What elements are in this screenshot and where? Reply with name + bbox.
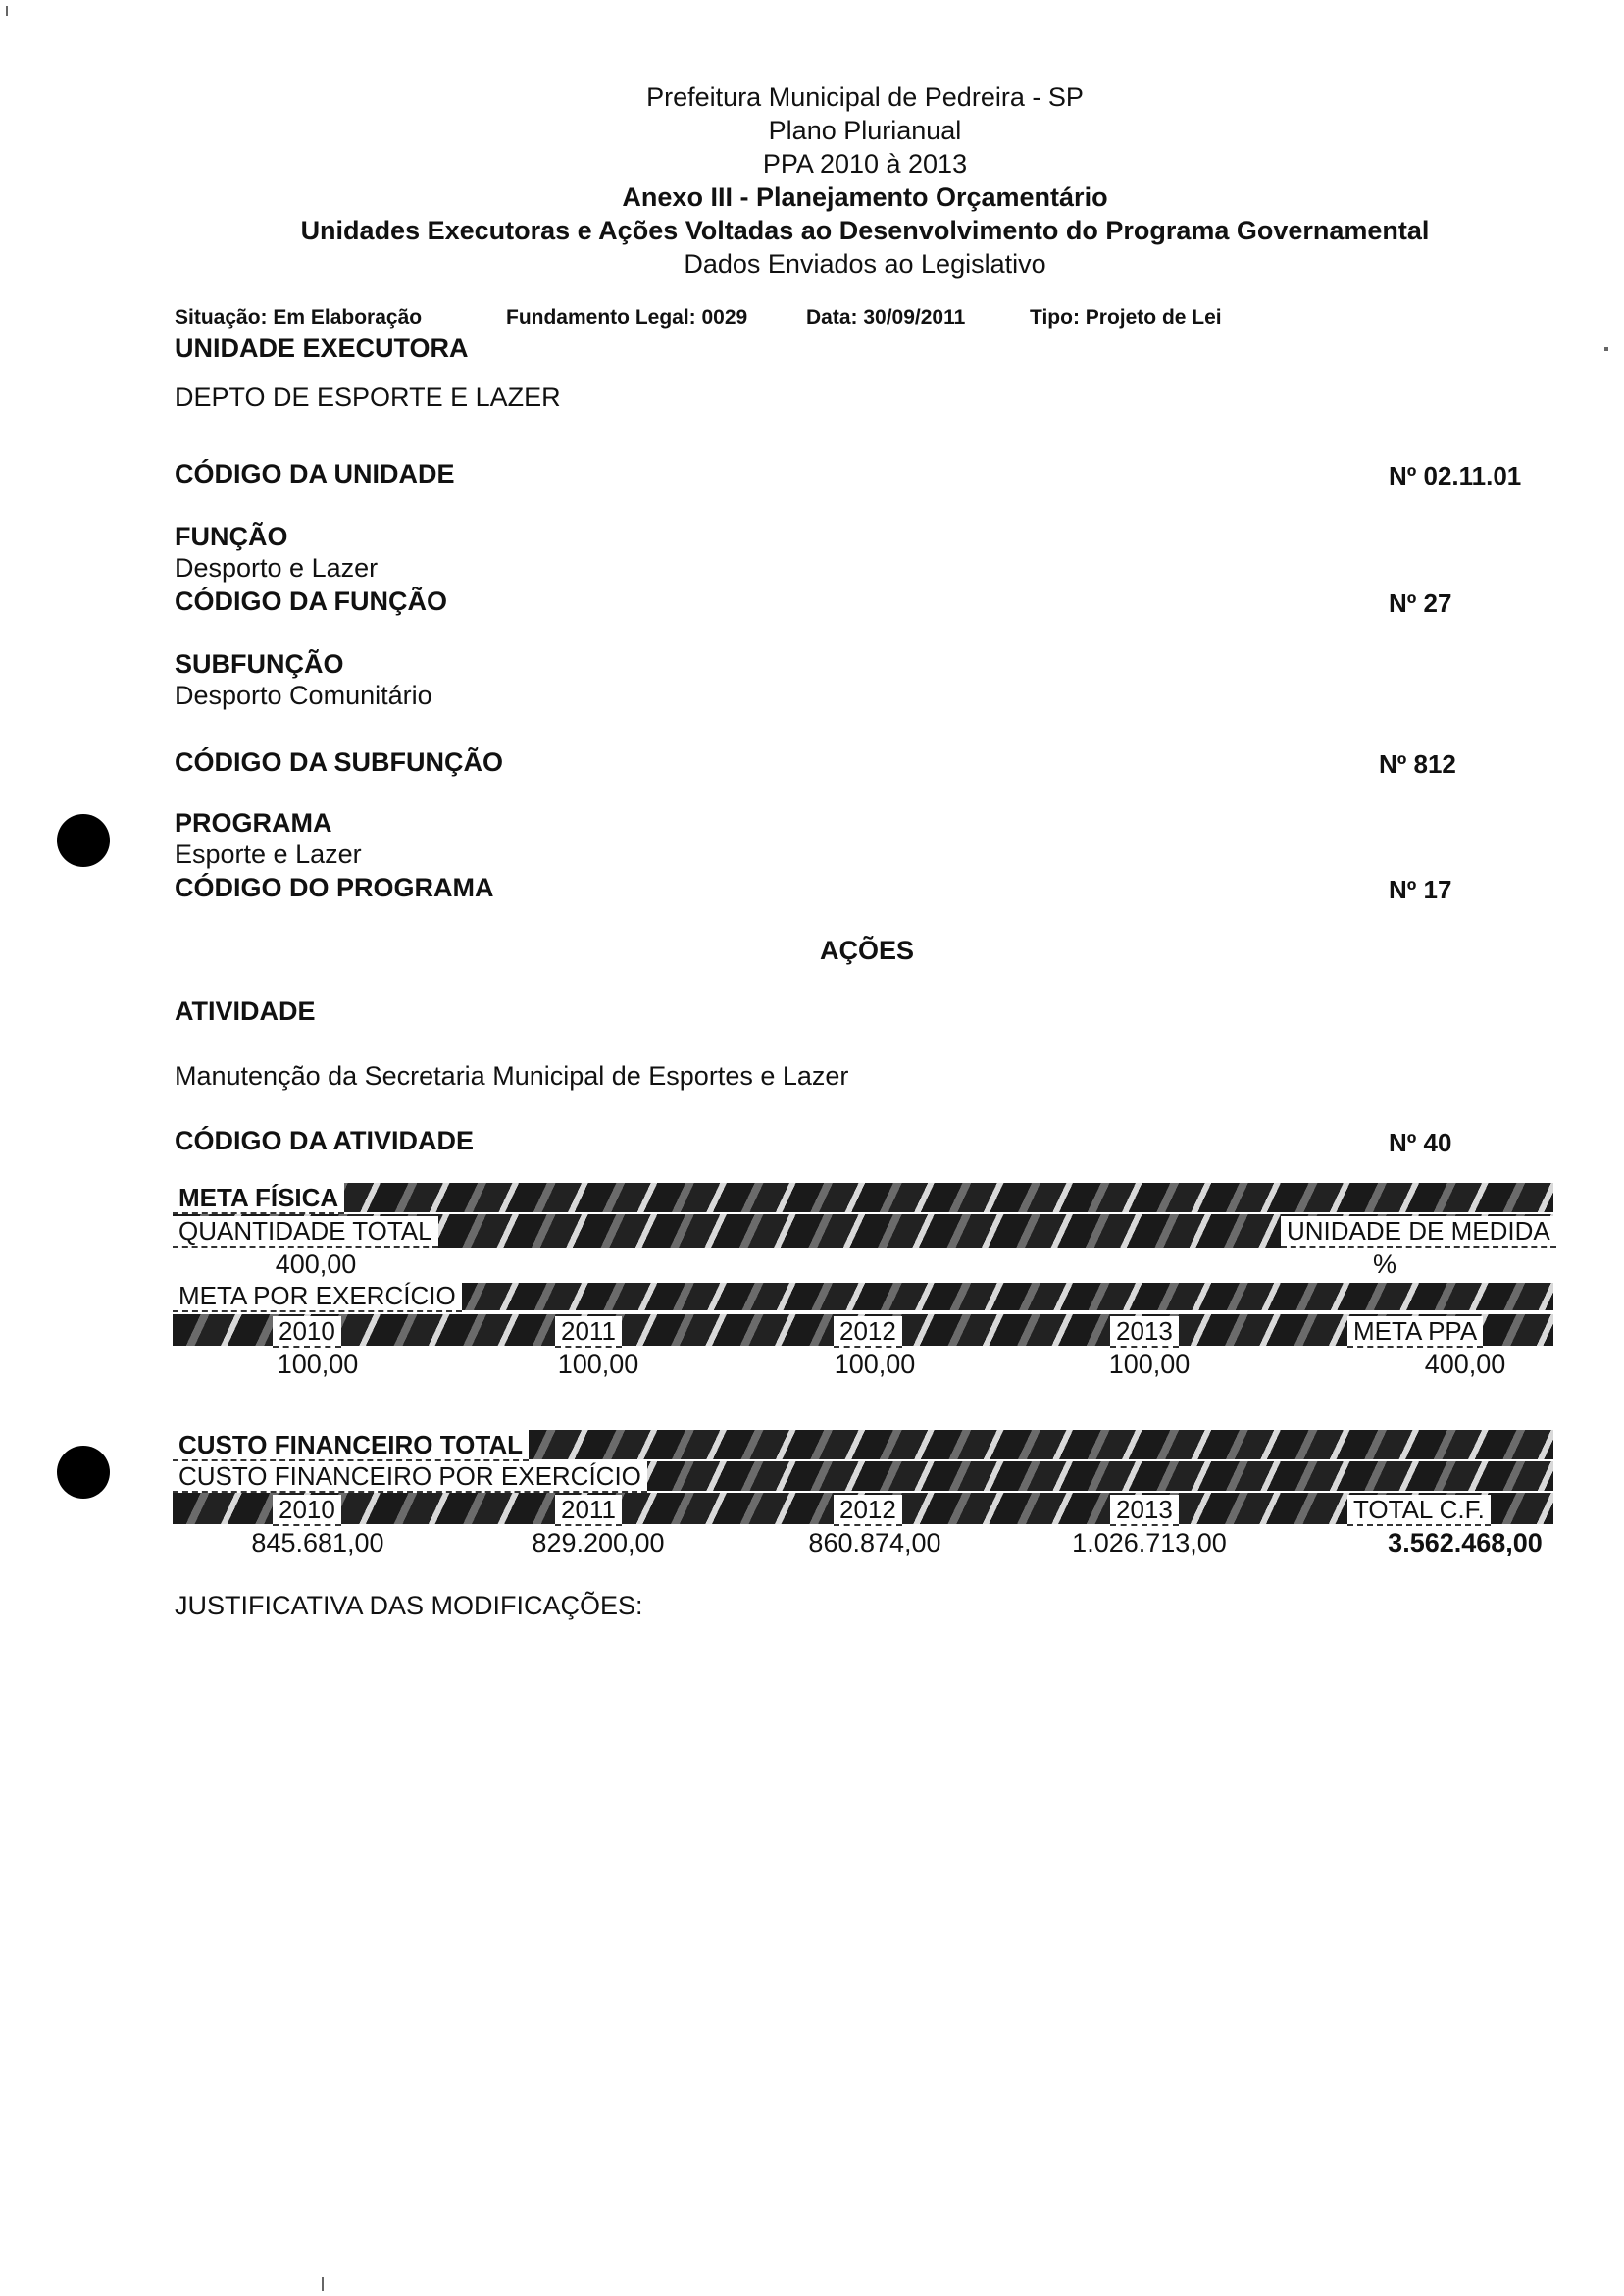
- atividade-value: Manutenção da Secretaria Municipal de Esportes e Lazer: [175, 1061, 849, 1091]
- funcao-value: Desporto e Lazer: [175, 553, 379, 583]
- custo-value-2010: 845.681,00: [251, 1528, 384, 1557]
- subfuncao-label: SUBFUNÇÃO: [175, 649, 344, 679]
- custo-year-2011: 2011: [555, 1495, 622, 1526]
- meta-fisica-bar: [173, 1183, 1553, 1212]
- codigo-unidade-label: CÓDIGO DA UNIDADE: [175, 459, 455, 488]
- header-line-1: Prefeitura Municipal de Pedreira - SP: [646, 82, 1084, 112]
- quantidade-total-value: 400,00: [275, 1250, 357, 1279]
- custo-por-exercicio-label: CUSTO FINANCEIRO POR EXERCÍCIO: [173, 1461, 647, 1493]
- unidade-executora-label: UNIDADE EXECUTORA: [175, 333, 469, 363]
- funcao-label: FUNÇÃO: [175, 522, 288, 551]
- custo-value-2012: 860.874,00: [808, 1528, 941, 1557]
- unidade-medida-label: UNIDADE DE MEDIDA: [1281, 1216, 1556, 1248]
- meta-por-exercicio-label: META POR EXERCÍCIO: [173, 1281, 462, 1312]
- meta-ppa-value: 400,00: [1424, 1350, 1506, 1379]
- custo-year-2010: 2010: [273, 1495, 341, 1526]
- codigo-unidade-value: Nº 02.11.01: [1389, 461, 1522, 490]
- total-cf-label: TOTAL C.F.: [1347, 1495, 1491, 1526]
- custo-year-2012: 2012: [834, 1495, 902, 1526]
- scan-speck: [1604, 347, 1608, 351]
- situacao: Situação: Em Elaboração: [175, 306, 423, 329]
- header-line-4: Anexo III - Planejamento Orçamentário: [622, 182, 1108, 212]
- custo-financeiro-total-label: CUSTO FINANCEIRO TOTAL: [173, 1430, 529, 1461]
- meta-value-2012: 100,00: [834, 1350, 916, 1379]
- custo-value-2013: 1.026.713,00: [1072, 1528, 1227, 1557]
- programa-value: Esporte e Lazer: [175, 840, 362, 869]
- meta-year-2011: 2011: [555, 1316, 622, 1348]
- meta-year-2010: 2010: [273, 1316, 341, 1348]
- codigo-funcao-value: Nº 27: [1389, 588, 1452, 618]
- header-line-5: Unidades Executoras e Ações Voltadas ao Desenvolvimento do Programa Governamental: [300, 216, 1430, 245]
- fundamento-legal: Fundamento Legal: 0029: [506, 306, 748, 329]
- punch-hole-bottom: [57, 1446, 110, 1499]
- scan-mark-top-left: [6, 6, 8, 16]
- meta-value-2013: 100,00: [1108, 1350, 1191, 1379]
- punch-hole-top: [57, 814, 110, 867]
- scan-mark-bottom: [322, 2277, 324, 2291]
- data: Data: 30/09/2011: [806, 306, 966, 329]
- unidade-medida-value: %: [1372, 1250, 1396, 1279]
- programa-label: PROGRAMA: [175, 808, 332, 838]
- total-cf-value: 3.562.468,00: [1388, 1528, 1543, 1557]
- meta-value-2011: 100,00: [557, 1350, 639, 1379]
- codigo-programa-value: Nº 17: [1389, 875, 1452, 904]
- meta-value-2010: 100,00: [277, 1350, 359, 1379]
- quantidade-total-label: QUANTIDADE TOTAL: [173, 1216, 438, 1248]
- justificativa-label: JUSTIFICATIVA DAS MODIFICAÇÕES:: [175, 1591, 643, 1620]
- header-line-6: Dados Enviados ao Legislativo: [684, 249, 1046, 279]
- codigo-funcao-label: CÓDIGO DA FUNÇÃO: [175, 587, 447, 616]
- meta-ppa-label: META PPA: [1347, 1316, 1483, 1348]
- header-line-3: PPA 2010 à 2013: [762, 149, 968, 179]
- unidade-executora-value: DEPTO DE ESPORTE E LAZER: [175, 383, 561, 412]
- codigo-atividade-value: Nº 40: [1389, 1128, 1452, 1157]
- subfuncao-value: Desporto Comunitário: [175, 681, 432, 710]
- atividade-label: ATIVIDADE: [175, 996, 316, 1026]
- meta-fisica-title: META FÍSICA: [173, 1183, 344, 1214]
- custo-value-2011: 829.200,00: [532, 1528, 665, 1557]
- acoes-title: AÇÕES: [820, 936, 915, 965]
- meta-year-2012: 2012: [834, 1316, 902, 1348]
- codigo-subfuncao-value: Nº 812: [1379, 749, 1456, 779]
- codigo-subfuncao-label: CÓDIGO DA SUBFUNÇÃO: [175, 747, 503, 777]
- codigo-programa-label: CÓDIGO DO PROGRAMA: [175, 873, 494, 902]
- codigo-atividade-label: CÓDIGO DA ATIVIDADE: [175, 1126, 475, 1155]
- header-line-2: Plano Plurianual: [768, 116, 962, 145]
- tipo: Tipo: Projeto de Lei: [1030, 306, 1222, 329]
- custo-year-2013: 2013: [1110, 1495, 1179, 1526]
- meta-year-2013: 2013: [1110, 1316, 1179, 1348]
